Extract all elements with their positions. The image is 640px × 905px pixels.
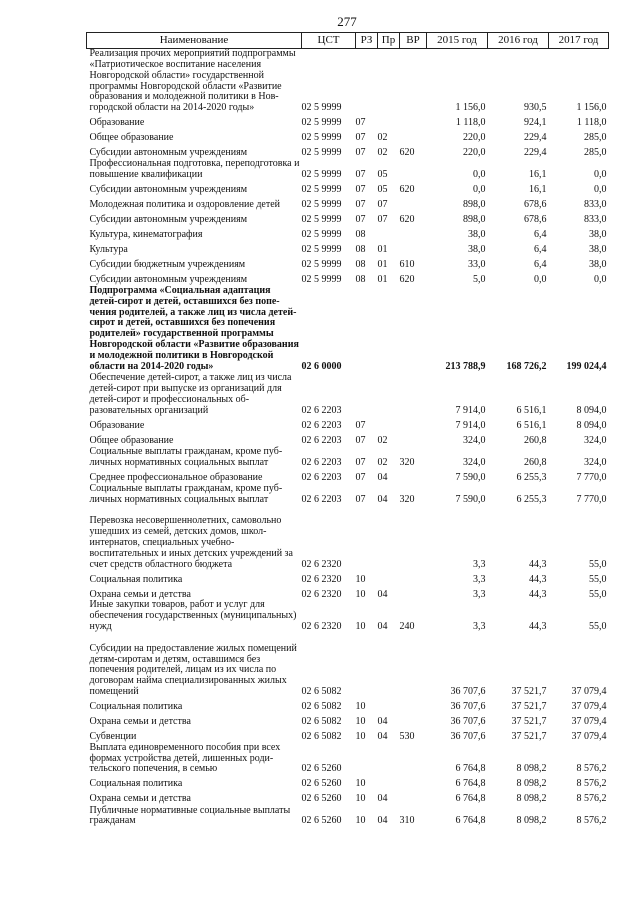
row-vr — [400, 114, 427, 129]
table-row — [87, 446, 609, 468]
row-vr — [400, 698, 427, 713]
row-pr: 04 — [377, 815, 388, 827]
row-2016: 229,4 — [524, 132, 547, 144]
row-2017: 55,0 — [589, 573, 607, 585]
row-name: Профессиональная подготовка, переподготовка и повышение квалификации — [89, 158, 300, 181]
row-pr — [378, 114, 400, 129]
table-row — [87, 271, 609, 286]
row-vr: 320 — [399, 493, 415, 505]
row-pr: 05 — [377, 184, 388, 196]
table-row — [87, 144, 609, 159]
row-name: Перевозка несовершеннолетних, самовольно ушедших из семей, детских домов, школ-интернатов, специальных учебно-воспитательных и иных детских учреждений за счет средств областного бюджета — [89, 515, 293, 570]
row-name: Охрана семьи и детства — [89, 793, 191, 805]
header-pr: Пр — [378, 33, 400, 49]
row-name: Публичные нормативные социальные выплаты гражданам — [89, 804, 291, 827]
table-row — [87, 728, 609, 743]
table-row — [87, 372, 609, 416]
row-2017: 37 079,4 — [571, 700, 607, 712]
row-cst: 02 5 9999 — [301, 102, 342, 114]
row-2017: 55,0 — [589, 588, 607, 600]
row-2017: 0,0 — [594, 274, 607, 286]
table-row-subprogram — [87, 286, 609, 372]
row-2017: 324,0 — [584, 434, 607, 446]
row-vr — [400, 286, 427, 372]
row-2016: 44,3 — [529, 588, 547, 600]
row-rz: 07 — [355, 471, 366, 483]
row-2015: 898,0 — [463, 214, 486, 226]
row-2016: 678,6 — [524, 199, 547, 211]
page-number: 277 — [337, 14, 357, 29]
row-name: Субсидии автономным учреждениям — [89, 274, 248, 286]
table-row — [87, 775, 609, 790]
row-2017: 8 576,2 — [576, 815, 607, 827]
row-name: Субсидии автономным учреждениям — [89, 184, 248, 196]
row-vr: 530 — [399, 730, 415, 742]
row-vr: 620 — [399, 214, 415, 226]
row-2016: 6 516,1 — [516, 419, 547, 431]
row-vr: 320 — [399, 456, 415, 468]
row-2016: 6 255,3 — [516, 471, 547, 483]
row-pr: 04 — [377, 715, 388, 727]
row-2015: 7 914,0 — [455, 419, 486, 431]
row-pr: 02 — [377, 456, 388, 468]
row-2015: 5,0 — [473, 274, 486, 286]
row-cst: 02 6 2320 — [301, 620, 342, 632]
row-2017: 0,0 — [594, 184, 607, 196]
row-2017: 38,0 — [589, 259, 607, 271]
row-rz: 10 — [355, 730, 366, 742]
row-2016: 37 521,7 — [511, 715, 547, 727]
row-rz: 07 — [355, 214, 366, 226]
row-cst: 02 6 2320 — [301, 588, 342, 600]
row-2017: 1 156,0 — [576, 102, 607, 114]
row-rz: 10 — [355, 793, 366, 805]
row-2015: 898,0 — [463, 199, 486, 211]
row-2017: 7 770,0 — [576, 493, 607, 505]
row-2016: 6,4 — [534, 259, 547, 271]
row-2015: 0,0 — [473, 169, 486, 181]
table-row — [87, 570, 609, 585]
row-cst: 02 6 5260 — [301, 793, 342, 805]
row-name: Подпрограмма «Социальная адаптация детей-сирот и детей, оставшихся без попечения родителей, а также лиц из числа детей-сирот и детей, оставшихся без попечения родителей» государственной программы Новгородской области «Развитие образования и молодежной политики в Новгородской области на 2014-2020 годы» — [89, 285, 299, 372]
row-2017: 55,0 — [589, 558, 607, 570]
row-cst: 02 5 9999 — [301, 199, 342, 211]
row-vr: 240 — [399, 620, 415, 632]
row-cst: 02 6 5082 — [301, 730, 342, 742]
row-2016: 8 098,2 — [516, 815, 547, 827]
row-pr: 07 — [377, 199, 388, 211]
header-2017: 2017 год — [549, 33, 609, 49]
row-2016: 44,3 — [529, 620, 547, 632]
budget-table — [86, 32, 609, 827]
row-2017: 285,0 — [584, 132, 607, 144]
row-2017: 38,0 — [589, 244, 607, 256]
row-pr — [378, 286, 400, 372]
table-row — [87, 483, 609, 505]
row-rz: 08 — [355, 259, 366, 271]
row-name: Общее образование — [89, 132, 174, 144]
row-pr: 02 — [377, 132, 388, 144]
row-cst: 02 6 5260 — [301, 815, 342, 827]
row-pr: 04 — [377, 730, 388, 742]
row-2016: 260,8 — [524, 456, 547, 468]
row-name: Реализация прочих мероприятий подпрограммы «Патриотическое воспитание населения Новгородской области» государственной программы Новгородской области «Развитие образования и молодежной политики в Новгородской области на 2014-2020 годы» — [89, 48, 296, 114]
row-name: Среднее профессиональное образование — [89, 471, 263, 483]
row-pr — [378, 775, 400, 790]
row-2017: 8 094,0 — [576, 419, 607, 431]
row-2016: 8 098,2 — [516, 793, 547, 805]
table-row — [87, 129, 609, 144]
row-vr — [400, 372, 427, 416]
row-vr — [400, 505, 427, 570]
row-name: Субвенции — [89, 730, 137, 742]
row-2016: 44,3 — [529, 558, 547, 570]
row-2017: 37 079,4 — [571, 715, 607, 727]
row-2015: 3,3 — [473, 573, 486, 585]
row-vr — [400, 226, 427, 241]
row-pr — [378, 698, 400, 713]
row-2017: 199 024,4 — [566, 360, 607, 372]
table-row — [87, 431, 609, 446]
row-name: Социальные выплаты гражданам, кроме публичных нормативных социальных выплат — [89, 482, 283, 505]
row-rz: 10 — [355, 573, 366, 585]
row-name: Иные закупки товаров, работ и услуг для обеспечения государственных (муниципальных) нужд — [89, 599, 297, 632]
row-cst: 02 6 2203 — [301, 471, 342, 483]
row-rz — [356, 505, 378, 570]
row-2015: 213 788,9 — [445, 360, 486, 372]
row-2015: 7 590,0 — [455, 471, 486, 483]
row-vr — [400, 633, 427, 698]
row-2017: 37 079,4 — [571, 685, 607, 697]
row-2015: 38,0 — [468, 229, 486, 241]
row-vr — [400, 196, 427, 211]
table-row — [87, 416, 609, 431]
row-vr — [400, 241, 427, 256]
row-cst: 02 5 9999 — [301, 244, 342, 256]
row-pr — [378, 226, 400, 241]
row-rz: 10 — [355, 588, 366, 600]
row-name: Общее образование — [89, 434, 174, 446]
row-pr — [378, 633, 400, 698]
row-2015: 6 764,8 — [455, 763, 486, 775]
row-vr — [400, 790, 427, 805]
row-2015: 6 764,8 — [455, 793, 486, 805]
row-2015: 33,0 — [468, 259, 486, 271]
table-row — [87, 211, 609, 226]
row-rz — [356, 372, 378, 416]
row-pr: 04 — [377, 793, 388, 805]
table-row — [87, 226, 609, 241]
row-pr: 01 — [377, 259, 388, 271]
row-2015: 7 590,0 — [455, 493, 486, 505]
row-2015: 220,0 — [463, 132, 486, 144]
row-rz: 10 — [355, 715, 366, 727]
row-name: Обеспечение детей-сирот, а также лиц из числа детей-сирот при выпуске из организаций для детей-сирот и профессиональных образовательных организаций — [89, 372, 292, 416]
row-pr — [378, 49, 400, 115]
row-pr: 01 — [377, 274, 388, 286]
row-cst: 02 6 2203 — [301, 404, 342, 416]
row-2017: 38,0 — [589, 229, 607, 241]
row-rz: 07 — [355, 147, 366, 159]
row-rz: 07 — [355, 493, 366, 505]
row-cst: 02 6 2203 — [301, 456, 342, 468]
row-rz: 08 — [355, 274, 366, 286]
row-cst: 02 6 5082 — [301, 700, 342, 712]
row-2015: 3,3 — [473, 588, 486, 600]
row-2016: 229,4 — [524, 147, 547, 159]
row-2015: 7 914,0 — [455, 404, 486, 416]
row-name: Культура, кинематография — [89, 229, 203, 241]
row-name: Образование — [89, 419, 145, 431]
row-2015: 36 707,6 — [450, 685, 486, 697]
row-vr — [400, 49, 427, 115]
row-2017: 0,0 — [594, 169, 607, 181]
row-name: Социальная политика — [89, 778, 183, 790]
row-vr — [400, 585, 427, 600]
row-2017: 8 094,0 — [576, 404, 607, 416]
row-2016: 6,4 — [534, 244, 547, 256]
row-vr — [400, 468, 427, 483]
row-cst: 02 6 2203 — [301, 434, 342, 446]
row-cst: 02 6 5260 — [301, 763, 342, 775]
row-2016: 44,3 — [529, 573, 547, 585]
row-2016: 37 521,7 — [511, 685, 547, 697]
row-2017: 833,0 — [584, 214, 607, 226]
row-rz: 10 — [355, 700, 366, 712]
row-cst: 02 6 0000 — [301, 360, 342, 372]
row-rz — [356, 743, 378, 775]
table-row — [87, 256, 609, 271]
row-2015: 36 707,6 — [450, 715, 486, 727]
row-2016: 16,1 — [529, 184, 547, 196]
row-vr — [400, 416, 427, 431]
row-2015: 38,0 — [468, 244, 486, 256]
table-row — [87, 241, 609, 256]
row-rz: 08 — [355, 229, 366, 241]
row-cst: 02 5 9999 — [301, 229, 342, 241]
row-cst: 02 6 5082 — [301, 685, 342, 697]
row-pr — [378, 743, 400, 775]
row-vr: 620 — [399, 184, 415, 196]
row-vr: 620 — [399, 147, 415, 159]
row-cst: 02 6 2320 — [301, 558, 342, 570]
row-cst: 02 5 9999 — [301, 259, 342, 271]
row-vr — [400, 743, 427, 775]
row-cst: 02 6 2203 — [301, 419, 342, 431]
row-cst: 02 5 9999 — [301, 274, 342, 286]
table-row — [87, 159, 609, 181]
row-2015: 6 764,8 — [455, 778, 486, 790]
row-2015: 36 707,6 — [450, 700, 486, 712]
row-2016: 6,4 — [534, 229, 547, 241]
table-row — [87, 114, 609, 129]
row-name: Образование — [89, 117, 145, 129]
row-2016: 37 521,7 — [511, 730, 547, 742]
row-name: Социальная политика — [89, 573, 183, 585]
row-2017: 8 576,2 — [576, 778, 607, 790]
table-row — [87, 600, 609, 632]
table-header-row — [87, 33, 609, 49]
row-name: Субсидии автономным учреждениям — [89, 147, 248, 159]
header-cst: ЦСТ — [302, 33, 356, 49]
row-pr — [378, 505, 400, 570]
row-pr: 02 — [377, 147, 388, 159]
row-name: Социальные выплаты гражданам, кроме публичных нормативных социальных выплат — [89, 445, 283, 468]
table-row — [87, 713, 609, 728]
row-2015: 3,3 — [473, 558, 486, 570]
row-pr — [378, 372, 400, 416]
row-vr — [400, 713, 427, 728]
row-pr: 04 — [377, 493, 388, 505]
table-row — [87, 698, 609, 713]
table-row — [87, 790, 609, 805]
row-2015: 1 156,0 — [455, 102, 486, 114]
header-2015: 2015 год — [427, 33, 488, 49]
row-rz: 07 — [355, 184, 366, 196]
row-2017: 285,0 — [584, 147, 607, 159]
row-rz: 07 — [355, 117, 366, 129]
row-cst: 02 5 9999 — [301, 117, 342, 129]
row-rz: 07 — [355, 199, 366, 211]
row-pr: 05 — [377, 169, 388, 181]
row-name: Субсидии бюджетным учреждениям — [89, 259, 246, 271]
row-vr: 310 — [399, 815, 415, 827]
row-rz — [356, 49, 378, 115]
row-2016: 8 098,2 — [516, 778, 547, 790]
row-2016: 678,6 — [524, 214, 547, 226]
table-row — [87, 196, 609, 211]
row-rz: 07 — [355, 419, 366, 431]
row-pr: 02 — [377, 434, 388, 446]
row-2016: 168 726,2 — [506, 360, 547, 372]
row-pr: 04 — [377, 620, 388, 632]
table-row — [87, 743, 609, 775]
row-vr — [400, 775, 427, 790]
row-name: Субсидии автономным учреждениям — [89, 214, 248, 226]
row-vr: 610 — [399, 259, 415, 271]
row-cst: 02 5 9999 — [301, 169, 342, 181]
row-name: Охрана семьи и детства — [89, 588, 191, 600]
row-2015: 220,0 — [463, 147, 486, 159]
row-2015: 3,3 — [473, 620, 486, 632]
row-2017: 8 576,2 — [576, 793, 607, 805]
row-2017: 7 770,0 — [576, 471, 607, 483]
row-vr — [400, 570, 427, 585]
row-rz: 10 — [355, 815, 366, 827]
table-row — [87, 505, 609, 570]
row-2017: 324,0 — [584, 456, 607, 468]
row-2016: 8 098,2 — [516, 763, 547, 775]
row-2016: 0,0 — [534, 274, 547, 286]
row-name: Охрана семьи и детства — [89, 715, 191, 727]
row-pr: 04 — [377, 471, 388, 483]
row-pr — [378, 416, 400, 431]
table-row — [87, 468, 609, 483]
row-cst: 02 5 9999 — [301, 184, 342, 196]
row-2015: 0,0 — [473, 184, 486, 196]
row-rz — [356, 633, 378, 698]
row-cst: 02 5 9999 — [301, 132, 342, 144]
row-2017: 55,0 — [589, 620, 607, 632]
row-rz: 10 — [355, 778, 366, 790]
row-vr — [400, 431, 427, 446]
row-2016: 6 255,3 — [516, 493, 547, 505]
row-2016: 16,1 — [529, 169, 547, 181]
header-vr: ВР — [400, 33, 427, 49]
row-2015: 36 707,6 — [450, 730, 486, 742]
row-2015: 324,0 — [463, 434, 486, 446]
row-2016: 6 516,1 — [516, 404, 547, 416]
row-vr: 620 — [399, 274, 415, 286]
row-pr — [378, 570, 400, 585]
row-2016: 924,1 — [524, 117, 547, 129]
row-rz: 07 — [355, 169, 366, 181]
row-rz: 07 — [355, 456, 366, 468]
table-row — [87, 49, 609, 115]
row-cst: 02 5 9999 — [301, 147, 342, 159]
row-2015: 6 764,8 — [455, 815, 486, 827]
table-row — [87, 805, 609, 827]
row-rz — [356, 286, 378, 372]
table-row — [87, 181, 609, 196]
row-vr — [400, 159, 427, 181]
row-vr — [400, 129, 427, 144]
row-name: Социальная политика — [89, 700, 183, 712]
header-rz: РЗ — [356, 33, 378, 49]
row-rz: 10 — [355, 620, 366, 632]
header-2016: 2016 год — [488, 33, 549, 49]
row-2017: 8 576,2 — [576, 763, 607, 775]
row-pr: 01 — [377, 244, 388, 256]
table-row — [87, 585, 609, 600]
row-cst: 02 6 2203 — [301, 493, 342, 505]
table-row — [87, 633, 609, 698]
row-rz: 07 — [355, 434, 366, 446]
row-2016: 930,5 — [524, 102, 547, 114]
row-2016: 37 521,7 — [511, 700, 547, 712]
row-name: Субсидии на предоставление жилых помещений детям-сиротам и детям, оставшимся без попечения родителей, лицам из их числа по договорам найма специализированных жилых помещений — [89, 642, 297, 697]
row-2017: 1 118,0 — [576, 117, 607, 129]
row-2017: 37 079,4 — [571, 730, 607, 742]
row-name: Культура — [89, 244, 128, 256]
row-pr: 04 — [377, 588, 388, 600]
row-rz: 08 — [355, 244, 366, 256]
header-name: Наименование — [87, 33, 302, 49]
row-2017: 833,0 — [584, 199, 607, 211]
row-pr: 07 — [377, 214, 388, 226]
row-cst: 02 6 5260 — [301, 778, 342, 790]
row-2015: 324,0 — [463, 456, 486, 468]
row-cst: 02 5 9999 — [301, 214, 342, 226]
row-name: Выплата единовременного пособия при всех формах устройства детей, лишенных родительского попечения, в семью — [89, 741, 281, 775]
row-cst: 02 6 5082 — [301, 715, 342, 727]
row-name: Молодежная политика и оздоровление детей — [89, 199, 281, 211]
row-cst: 02 6 2320 — [301, 573, 342, 585]
row-rz: 07 — [355, 132, 366, 144]
row-2016: 260,8 — [524, 434, 547, 446]
row-2015: 1 118,0 — [455, 117, 486, 129]
